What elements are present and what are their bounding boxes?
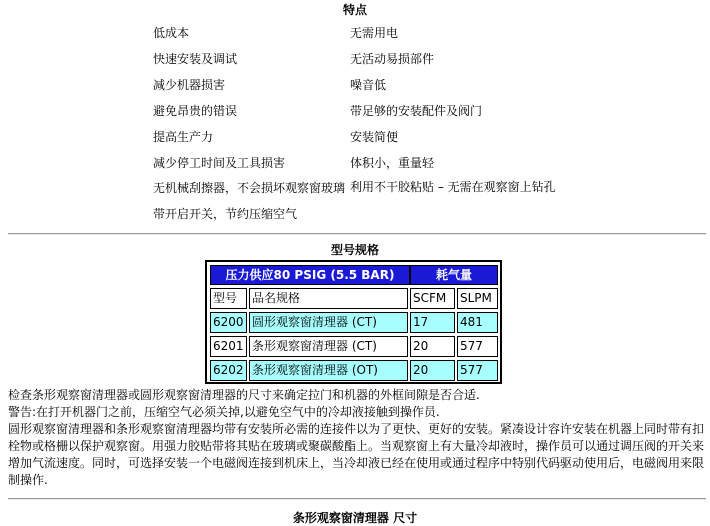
feature-right-item: 噪音低	[350, 78, 387, 92]
feature-right-item: 无活动易损部件	[350, 52, 435, 66]
specs-cell-slpm: 577	[457, 336, 498, 357]
specs-header-pressure: 压力供应80 PSIG (5.5 BAR)	[210, 265, 410, 285]
feature-left-item: 无机械刮擦器，不会损坏观察窗玻璃	[153, 181, 346, 195]
specs-col-slpm: SLPM	[457, 288, 498, 309]
feature-left-item: 避免昂贵的错误	[153, 104, 238, 118]
specs-title: 型号规格	[330, 243, 379, 257]
specs-cell-name: 条形观察窗清理器 (CT)	[249, 336, 408, 357]
specs-cell-scfm: 20	[410, 360, 455, 381]
feature-left-item: 低成本	[153, 26, 190, 40]
specs-cell-scfm: 17	[410, 312, 455, 333]
specs-col-scfm: SCFM	[410, 288, 455, 309]
features-title: 特点	[342, 3, 367, 17]
feature-left-item: 减少停工时间及工具损害	[153, 156, 286, 170]
specs-header-air-consumption: 耗气量	[410, 265, 498, 285]
feature-right-item: 体积小，重量轻	[350, 156, 435, 170]
feature-right-item: 带足够的安装配件及阀门	[350, 104, 483, 118]
feature-left-item: 提高生产力	[153, 130, 214, 144]
section-divider	[8, 498, 706, 500]
feature-right-item: 利用不干胶粘贴 – 无需在观察窗上钻孔	[350, 180, 556, 194]
specs-cell-scfm: 20	[410, 336, 455, 357]
specs-cell-name: 圆形观察窗清理器 (CT)	[249, 312, 408, 333]
specs-cell-slpm: 481	[457, 312, 498, 333]
specs-cell-name: 条形观察窗清理器 (OT)	[249, 360, 408, 381]
feature-left-item: 快速安装及调试	[153, 52, 238, 66]
specs-cell-slpm: 577	[457, 360, 498, 381]
feature-left-item: 减少机器损害	[153, 78, 226, 92]
feature-left-item: 带开启开关，节约压缩空气	[153, 207, 298, 221]
note-warning: 警告:在打开机器门之前，压缩空气必须关掉,以避免空气中的冷却液接触到操作员.	[8, 405, 440, 419]
specs-cell-model: 6202	[210, 360, 247, 381]
note-check: 检查条形观察窗清理器或圆形观察窗清理器的尺寸来确定拉门和机器的外框间隙是否合适.	[8, 388, 480, 402]
specs-col-model: 型号	[210, 288, 247, 309]
feature-right-item: 安装简便	[350, 130, 399, 144]
specs-table	[205, 260, 502, 384]
note-description: 圆形观察窗清理器和条形观察窗清理器均带有安装所必需的连接件以为了更快、更好的安装。紧凑设计容许安装在机器上同时带有扣栓物或格栅以保护观察窗。用强力胶贴带将其贴在玻璃或聚碳酸酯上。当观察窗上有大量冷却液时，操作员可以通过调压阀的开关来增加气流速度。同时，可选择安装一个电磁阀连接到机床上，当冷却液已经在使用或通过程序中特别代码驱动使用后，电磁阀用来限制操作.	[8, 422, 705, 487]
section-divider	[8, 233, 706, 235]
specs-cell-model: 6200	[210, 312, 247, 333]
specs-col-name: 品名规格	[249, 288, 408, 309]
feature-right-item: 无需用电	[350, 26, 399, 40]
dimensions-title: 条形观察窗清理器 尺寸	[292, 511, 418, 525]
specs-cell-model: 6201	[210, 336, 247, 357]
